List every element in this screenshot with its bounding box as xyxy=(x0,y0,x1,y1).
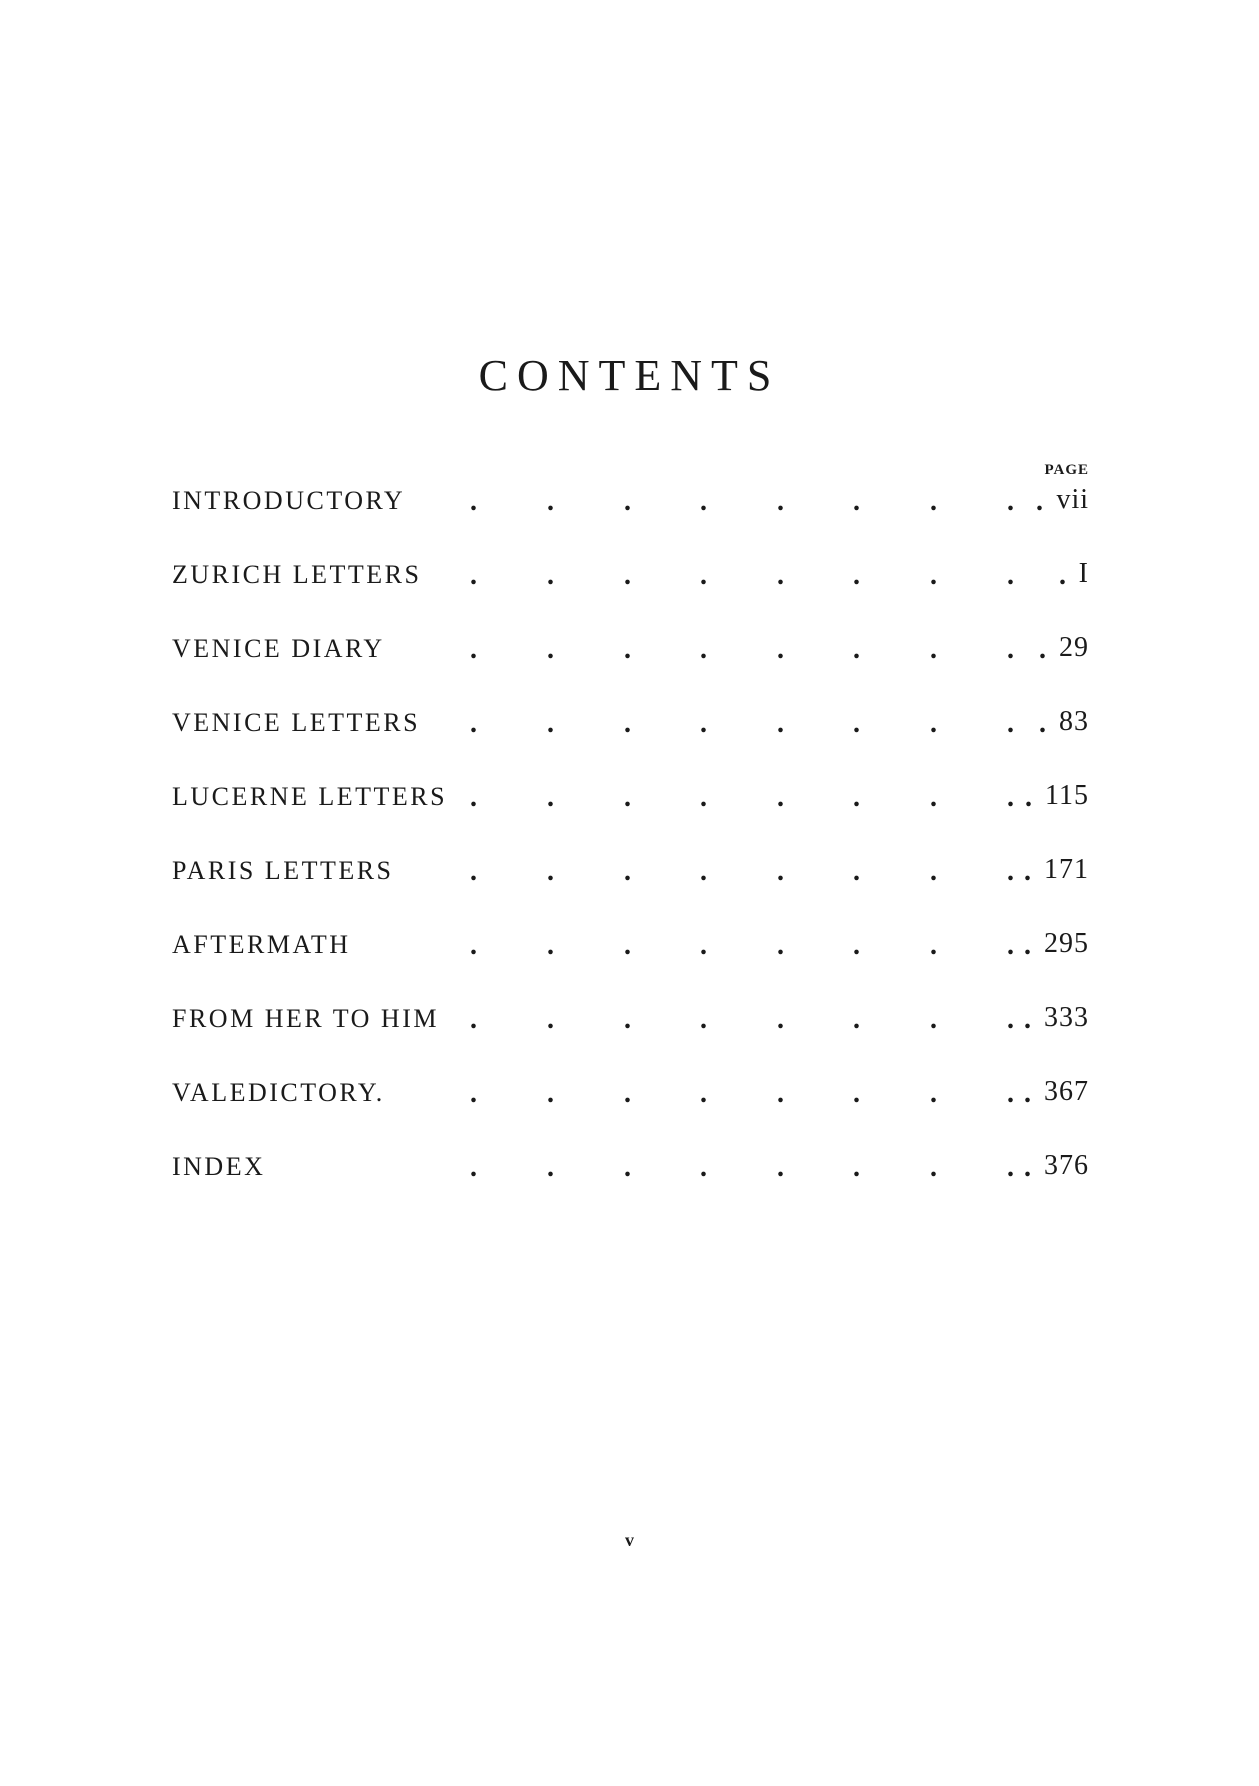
leader-dot: . xyxy=(853,930,860,961)
leader-dot: . xyxy=(777,1152,784,1183)
leader-dot: . xyxy=(547,560,554,591)
leader-dot: . xyxy=(700,560,707,591)
leader-dot: . xyxy=(853,560,860,591)
leader-dot: . xyxy=(624,1004,631,1035)
leader-dot: . xyxy=(930,560,937,591)
toc-entry-valedictory xyxy=(172,1070,1089,1144)
toc-entry-page: 83 xyxy=(1059,706,1089,737)
leader-dot: . xyxy=(853,708,860,739)
leader-dot: . xyxy=(853,1078,860,1109)
leader-dot: . xyxy=(1007,1078,1014,1109)
leader-dot: . xyxy=(700,930,707,961)
toc-entry-page: 376 xyxy=(1044,1150,1089,1181)
leader-dot: . xyxy=(930,856,937,887)
toc-entry-label: FROM HER TO HIM xyxy=(172,1004,445,1034)
toc-entry-label: VALEDICTORY. xyxy=(172,1078,391,1108)
toc-entry-label: AFTERMATH xyxy=(172,930,357,960)
toc-entry-page: 367 xyxy=(1044,1076,1089,1107)
leader-dot: . xyxy=(1024,1152,1031,1183)
leader-dot: . xyxy=(930,930,937,961)
table-of-contents xyxy=(172,478,1089,1218)
contents-title: CONTENTS xyxy=(478,351,781,400)
leader-dot: . xyxy=(470,930,477,961)
toc-entry-page: vii xyxy=(1056,484,1089,515)
leader-dot: . xyxy=(470,486,477,517)
leader-dot: . xyxy=(930,1004,937,1035)
leader-dot: . xyxy=(1007,634,1014,665)
toc-entry-page: I xyxy=(1078,558,1089,589)
leader-dot: . xyxy=(624,486,631,517)
leader-dot: . xyxy=(777,1004,784,1035)
leader-dot: . xyxy=(1007,856,1014,887)
leader-dot: . xyxy=(624,856,631,887)
leader-dot: . xyxy=(1036,486,1043,517)
leader-dot: . xyxy=(700,1078,707,1109)
leader-dot: . xyxy=(1007,708,1014,739)
leader-dot: . xyxy=(1025,782,1032,813)
toc-entry-label: LUCERNE LETTERS xyxy=(172,782,453,812)
toc-entry-page: 115 xyxy=(1045,780,1089,811)
leader-dot: . xyxy=(547,486,554,517)
leader-dot: . xyxy=(930,634,937,665)
leader-dot: . xyxy=(853,634,860,665)
leader-dot: . xyxy=(777,486,784,517)
leader-dot: . xyxy=(470,782,477,813)
toc-entry-page: 333 xyxy=(1044,1002,1089,1033)
leader-dot: . xyxy=(470,1152,477,1183)
leader-dot: . xyxy=(547,930,554,961)
toc-entry-label: PARIS LETTERS xyxy=(172,856,400,886)
leader-dot: . xyxy=(930,486,937,517)
leader-dot: . xyxy=(1007,486,1014,517)
leader-dot: . xyxy=(470,1004,477,1035)
leader-dot: . xyxy=(853,1152,860,1183)
leader-dot: . xyxy=(1024,856,1031,887)
leader-dot: . xyxy=(853,782,860,813)
leader-dot: . xyxy=(1024,930,1031,961)
leader-dot: . xyxy=(547,856,554,887)
leader-dot: . xyxy=(930,708,937,739)
toc-entry-label: VENICE LETTERS xyxy=(172,708,426,738)
toc-entry-page: 171 xyxy=(1044,854,1089,885)
leader-dot: . xyxy=(700,708,707,739)
leader-dot: . xyxy=(777,634,784,665)
leader-dot: . xyxy=(700,486,707,517)
toc-entry-venice-letters xyxy=(172,700,1089,774)
page-column-heading: PAGE xyxy=(1044,462,1089,478)
leader-dot: . xyxy=(777,560,784,591)
leader-dot: . xyxy=(777,708,784,739)
leader-dot: . xyxy=(930,1078,937,1109)
leader-dot: . xyxy=(624,634,631,665)
leader-dot: . xyxy=(700,1004,707,1035)
leader-dot: . xyxy=(624,560,631,591)
leader-dot: . xyxy=(547,782,554,813)
toc-entry-label: VENICE DIARY xyxy=(172,634,391,664)
leader-dot: . xyxy=(777,1078,784,1109)
leader-dot: . xyxy=(470,856,477,887)
leader-dot: . xyxy=(777,782,784,813)
leader-dot: . xyxy=(1007,560,1014,591)
toc-entry-introductory xyxy=(172,478,1089,552)
leader-dot: . xyxy=(777,930,784,961)
leader-dot: . xyxy=(930,1152,937,1183)
leader-dot: . xyxy=(547,1004,554,1035)
leader-dot: . xyxy=(1024,1078,1031,1109)
toc-entry-page: 29 xyxy=(1059,632,1089,663)
leader-dot: . xyxy=(1007,930,1014,961)
leader-dot: . xyxy=(1024,1004,1031,1035)
leader-dot: . xyxy=(777,856,784,887)
leader-dot: . xyxy=(470,708,477,739)
leader-dot: . xyxy=(700,782,707,813)
leader-dot: . xyxy=(853,1004,860,1035)
toc-entry-paris-letters xyxy=(172,848,1089,922)
leader-dot: . xyxy=(1039,634,1046,665)
leader-dot: . xyxy=(624,930,631,961)
leader-dot: . xyxy=(624,782,631,813)
toc-entry-page: 295 xyxy=(1044,928,1089,959)
leader-dot: . xyxy=(624,1152,631,1183)
leader-dot: . xyxy=(547,1152,554,1183)
leader-dot: . xyxy=(624,708,631,739)
leader-dot: . xyxy=(1007,782,1014,813)
leader-dot: . xyxy=(700,634,707,665)
leader-dot: . xyxy=(547,1078,554,1109)
toc-entry-label: INTRODUCTORY xyxy=(172,486,411,516)
leader-dot: . xyxy=(547,708,554,739)
leader-dot: . xyxy=(470,1078,477,1109)
leader-dot: . xyxy=(930,782,937,813)
leader-dot: . xyxy=(470,634,477,665)
page-folio: v xyxy=(625,1530,634,1550)
toc-entry-venice-diary xyxy=(172,626,1089,700)
leader-dot: . xyxy=(853,856,860,887)
toc-entry-label: ZURICH LETTERS xyxy=(172,560,428,590)
leader-dot: . xyxy=(624,1078,631,1109)
leader-dot: . xyxy=(700,1152,707,1183)
toc-entry-lucerne-letters xyxy=(172,774,1089,848)
leader-dot: . xyxy=(853,486,860,517)
toc-entry-zurich-letters xyxy=(172,552,1089,626)
toc-entry-aftermath xyxy=(172,922,1089,996)
leader-dot: . xyxy=(1039,708,1046,739)
toc-entry-index xyxy=(172,1144,1089,1218)
leader-dot: . xyxy=(700,856,707,887)
toc-entry-label: INDEX xyxy=(172,1152,271,1182)
leader-dot: . xyxy=(1007,1152,1014,1183)
leader-dot: . xyxy=(1007,1004,1014,1035)
leader-dot: . xyxy=(470,560,477,591)
leader-dot: . xyxy=(547,634,554,665)
leader-dot: . xyxy=(1059,560,1066,591)
toc-entry-from-her-to-him xyxy=(172,996,1089,1070)
